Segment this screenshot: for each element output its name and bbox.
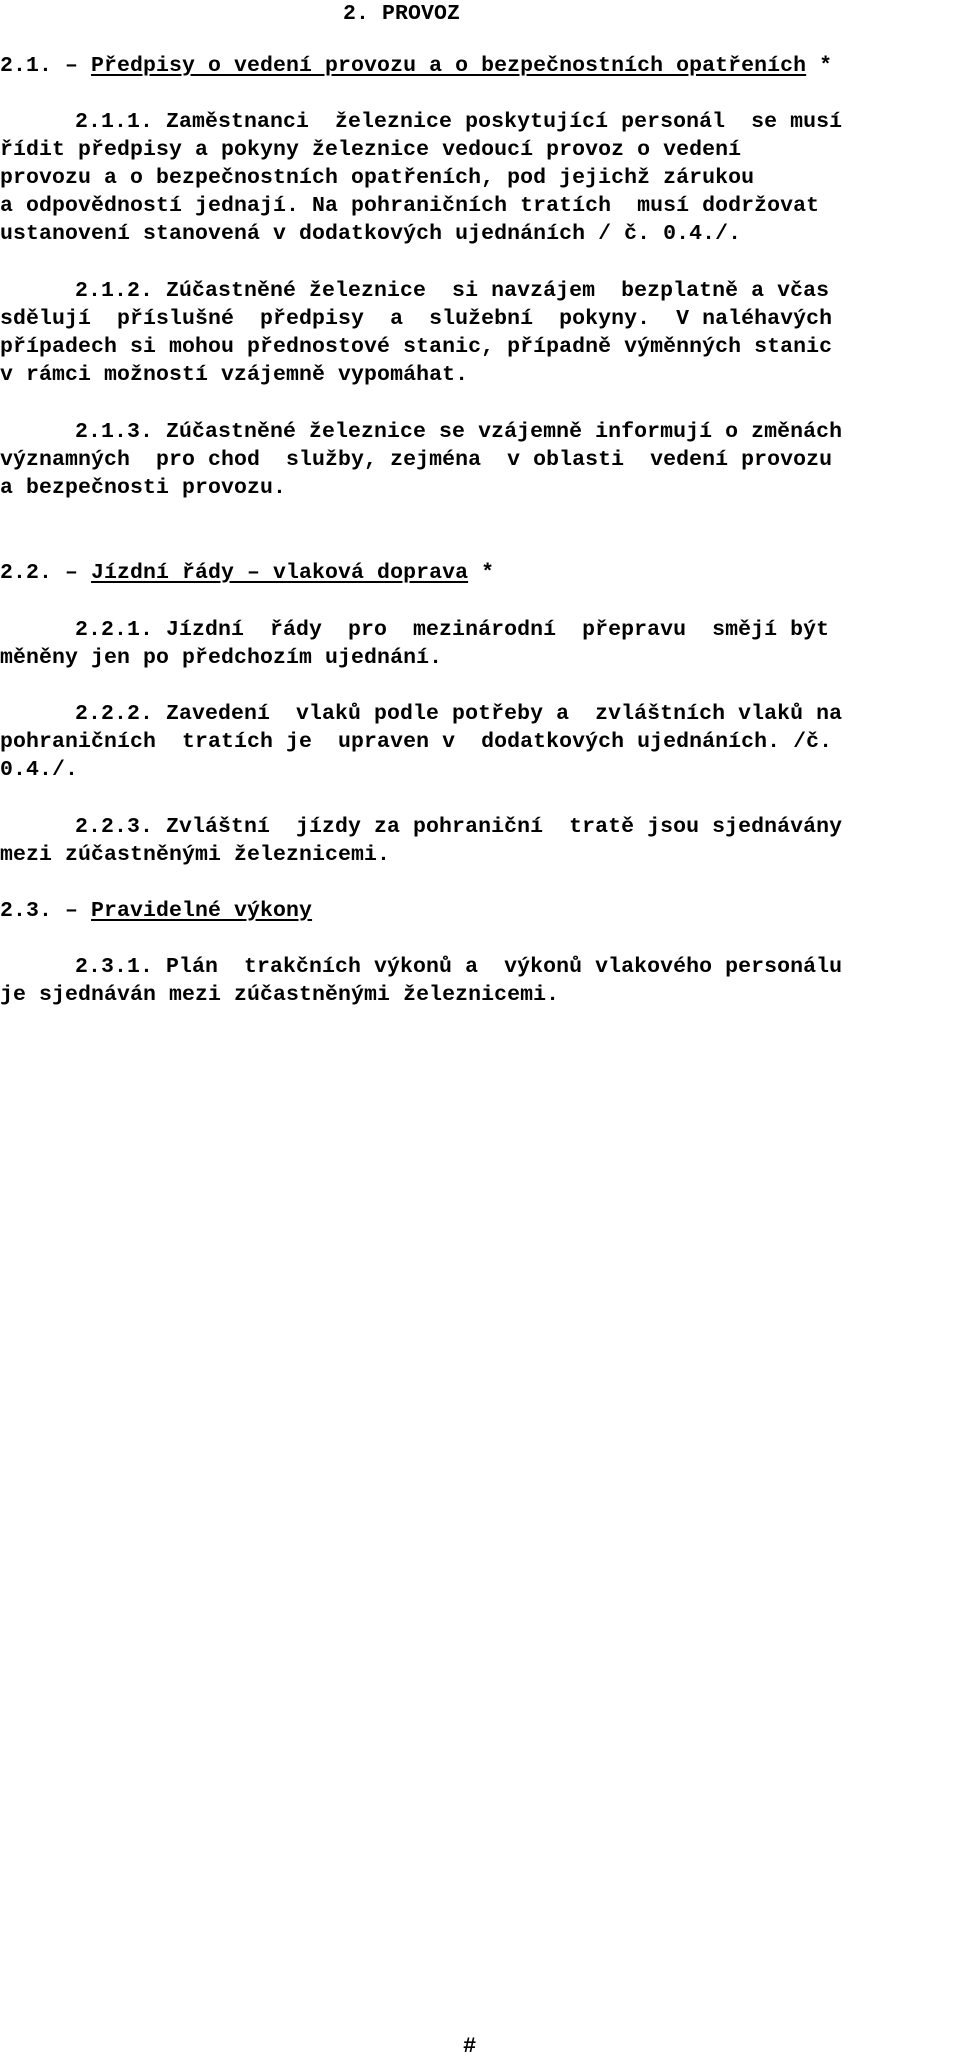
paragraph-line: 2.1.2. Zúčastněné železnice si navzájem bezplatně a včas xyxy=(75,279,830,303)
paragraph-line: pohraničních tratích je upraven v dodatkových ujednáních. /č. xyxy=(0,730,833,754)
paragraph-line: ustanovení stanovená v dodatkových ujednáních / č. 0.4./. xyxy=(0,222,742,246)
paragraph-line: významných pro chod služby, zejména v oblasti vedení provozu xyxy=(0,448,833,472)
section-heading-2-2 xyxy=(0,559,494,587)
section-asterisk: * xyxy=(806,54,833,78)
paragraph-line: sdělují příslušné předpisy a služební pokyny. V naléhavých xyxy=(0,307,833,331)
paragraph-line: 2.2.3. Zvláštní jízdy za pohraniční tratě jsou sjednávány xyxy=(75,815,843,839)
paragraph-line: měněny jen po předchozím ujednání. xyxy=(0,646,443,670)
paragraph-line: 2.2.1. Jízdní řády pro mezinárodní přepravu smějí být xyxy=(75,618,830,642)
paragraph-line: mezi zúčastněnými železnicemi. xyxy=(0,843,391,867)
section-number: 2.3. – xyxy=(0,899,92,923)
paragraph-line: a odpovědností jednají. Na pohraničních tratích musí dodržovat xyxy=(0,194,820,218)
paragraph-line: v rámci možností vzájemně vypomáhat. xyxy=(0,363,469,387)
section-title: Předpisy o vedení provozu a o bezpečnostních opatřeních xyxy=(91,54,807,78)
section-title: Jízdní řády – vlaková doprava xyxy=(91,561,469,585)
section-heading-2-3 xyxy=(0,897,312,925)
section-heading-2-1 xyxy=(0,52,832,80)
section-number: 2.2. – xyxy=(0,561,92,585)
paragraph-line: 0.4./. xyxy=(0,758,79,782)
paragraph-line: je sjednáván mezi zúčastněnými železnicemi. xyxy=(0,983,560,1007)
page-end-mark: # xyxy=(463,2034,477,2059)
paragraph-line: 2.1.3. Zúčastněné železnice se vzájemně informují o změnách xyxy=(75,420,843,444)
chapter-heading: 2. PROVOZ xyxy=(343,2,461,26)
paragraph-line: řídit předpisy a pokyny železnice vedoucí provoz o vedení xyxy=(0,138,742,162)
paragraph-line: případech si mohou přednostové stanic, případně výměnných stanic xyxy=(0,335,833,359)
section-title: Pravidelné výkony xyxy=(91,899,313,923)
paragraph-line: 2.1.1. Zaměstnanci železnice poskytující personál se musí xyxy=(75,110,843,134)
paragraph-line: 2.2.2. Zavedení vlaků podle potřeby a zvláštních vlaků na xyxy=(75,702,843,726)
section-asterisk: * xyxy=(468,561,495,585)
paragraph-line: a bezpečnosti provozu. xyxy=(0,476,287,500)
section-number: 2.1. – xyxy=(0,54,92,78)
paragraph-line: provozu a o bezpečnostních opatřeních, pod jejichž zárukou xyxy=(0,166,755,190)
paragraph-line: 2.3.1. Plán trakčních výkonů a výkonů vlakového personálu xyxy=(75,955,843,979)
